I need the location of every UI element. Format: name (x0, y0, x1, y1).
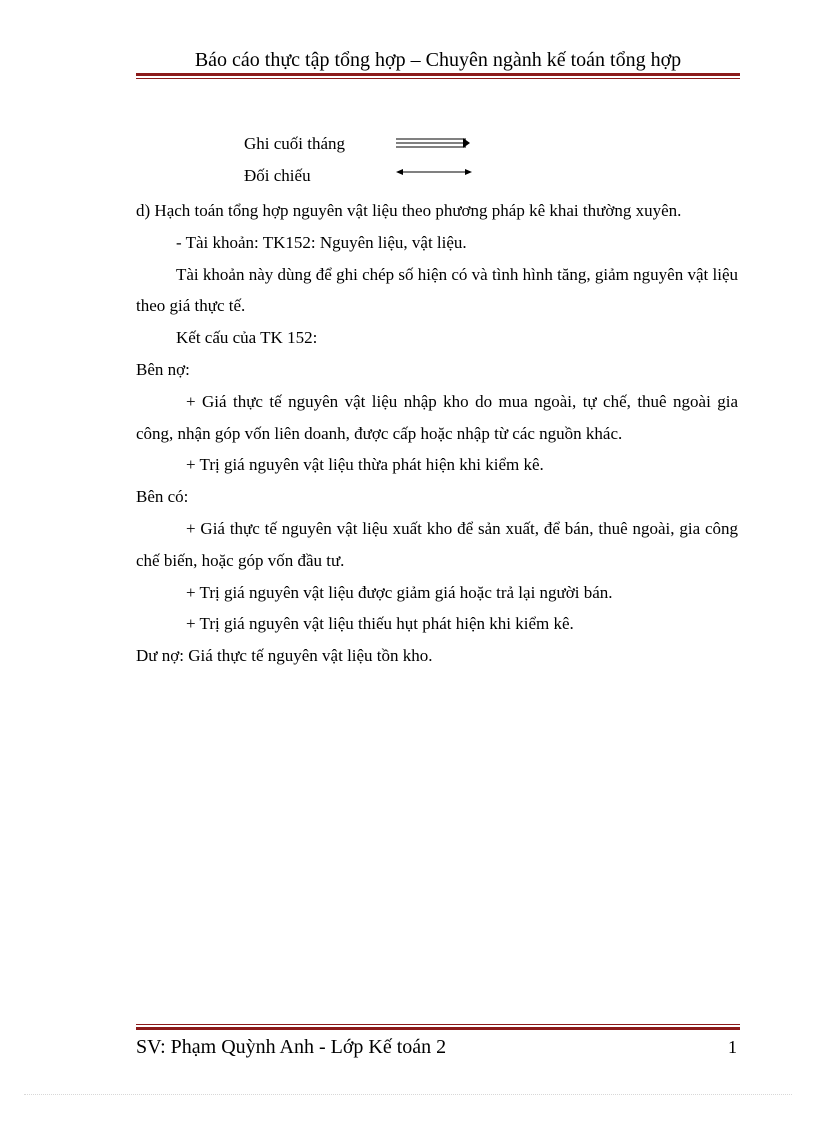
footer-student: SV: Phạm Quỳnh Anh - Lớp Kế toán 2 (136, 1036, 447, 1058)
page-edge-divider (24, 1094, 792, 1095)
account-line: - Tài khoản: TK152: Nguyên liệu, vật liệu. (176, 232, 467, 252)
balance-line: Dư nợ: Giá thực tế nguyên vật liệu tồn kho. (136, 646, 433, 666)
debit-item: + Trị giá nguyên vật liệu thừa phát hiện khi kiểm kê. (186, 455, 544, 475)
structure-title: Kết cấu của TK 152: (176, 328, 318, 348)
credit-item: + Giá thực tế nguyên vật liệu xuất kho để sản xuất, để bán, thuê ngoài, gia công chế biến, hoặc góp vốn đầu tư. (136, 518, 738, 570)
credit-item: + Trị giá nguyên vật liệu thiếu hụt phát hiện khi kiểm kê. (186, 614, 574, 634)
header-rule (136, 73, 740, 79)
document-body (136, 195, 738, 672)
double-headed-arrow-icon (396, 166, 472, 178)
double-right-arrow-icon (396, 136, 472, 150)
page-footer (136, 1034, 740, 1060)
legend-label-monthly: Ghi cuối tháng (244, 134, 346, 153)
legend-label-reconcile: Đối chiếu (244, 166, 311, 185)
section-heading: d) Hạch toán tổng hợp nguyên vật liệu theo phương pháp kê khai thường xuyên. (136, 201, 682, 220)
footer-rule (136, 1024, 740, 1030)
credit-label: Bên có: (136, 487, 189, 507)
debit-label: Bên nợ: (136, 359, 190, 379)
page-header-title: Báo cáo thực tập tổng hợp – Chuyên ngành kế toán tổng hợp (194, 49, 682, 71)
debit-item: + Giá thực tế nguyên vật liệu nhập kho do mua ngoài, tự chế, thuê ngoài gia công, nhận góp vốn liên doanh, được cấp hoặc nhập từ các nguồn khác. (136, 391, 738, 443)
credit-item: + Trị giá nguyên vật liệu được giảm giá hoặc trả lại người bán. (186, 582, 613, 602)
account-description: Tài khoản này dùng để ghi chép số hiện có và tình hình tăng, giảm nguyên vật liệu theo giá thực tế. (136, 264, 738, 316)
page-number: 1 (728, 1037, 737, 1057)
